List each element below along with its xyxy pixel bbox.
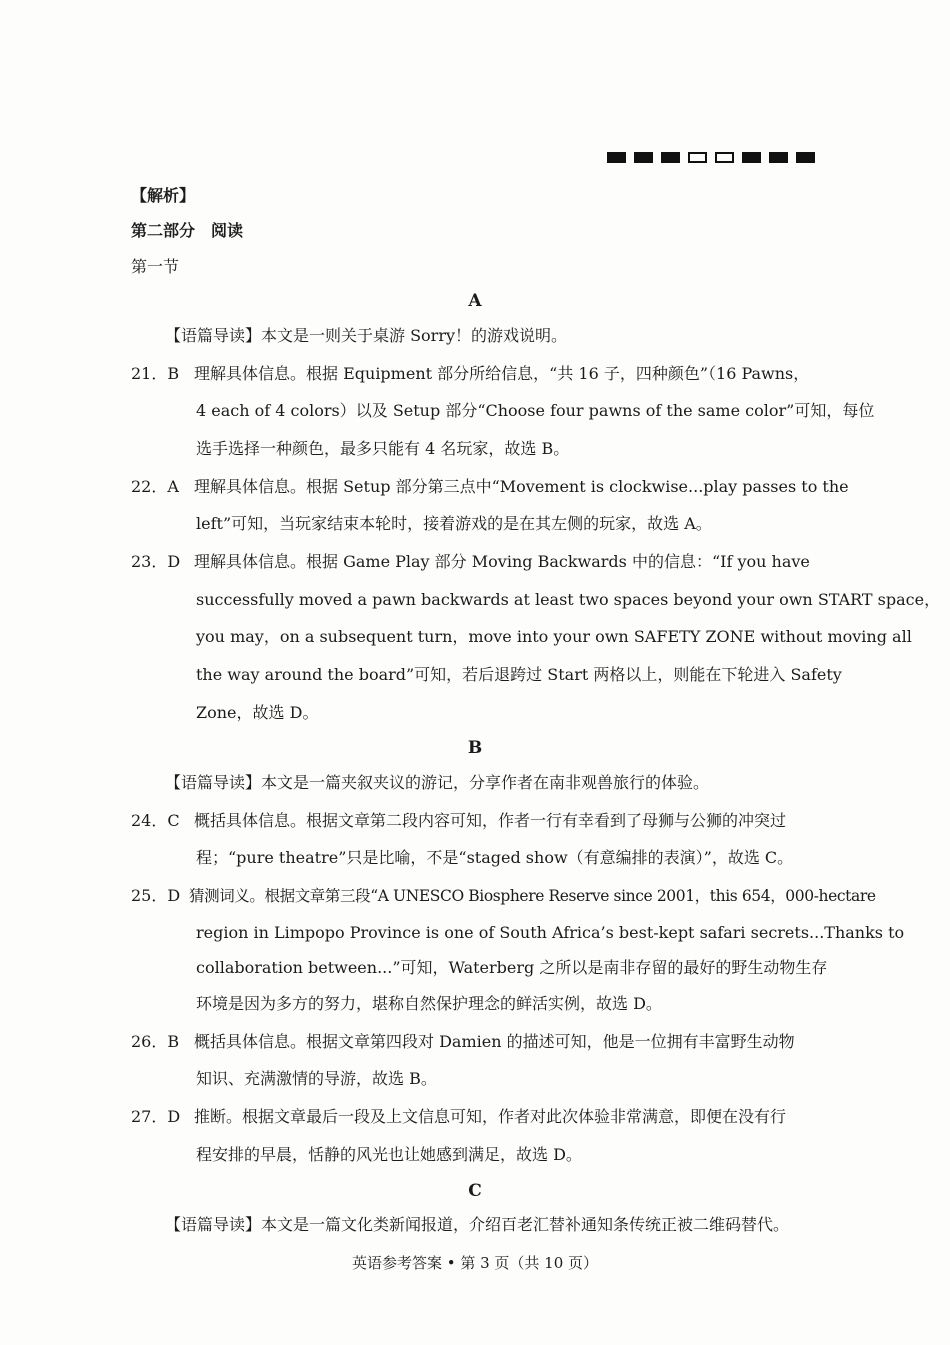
answer-text: 程；“pure theatre”只是比喻，不是“staged show（有意编排的表演）”，故选 C。 xyxy=(196,848,794,867)
section-title: 第一节 xyxy=(131,257,180,276)
answer-number: 21．B xyxy=(131,364,180,383)
answer-text: 理解具体信息。根据 Equipment 部分所给信息，“共 16 子，四种颜色”（16 Pawns， xyxy=(194,364,810,383)
answer-text: left”可知，当玩家结束本轮时，接着游戏的是在其左侧的玩家，故选 A。 xyxy=(196,514,712,533)
analysis-label: 【解析】 xyxy=(131,186,196,205)
answer-text: 推断。根据文章最后一段及上文信息可知，作者对此次体验非常满意，即便在没有行 xyxy=(194,1107,787,1126)
answer-number: 24．C xyxy=(131,811,180,830)
corner-markers xyxy=(607,152,815,163)
marker-square xyxy=(715,152,734,163)
marker-square xyxy=(742,152,761,163)
passage-intro-a: 【语篇导读】本文是一则关于桌游 Sorry！的游戏说明。 xyxy=(165,326,568,345)
answer-text: 概括具体信息。根据文章第二段内容可知，作者一行有幸看到了母狮与公狮的冲突过 xyxy=(194,811,787,830)
answer-text: region in Limpopo Province is one of South Africa’s best-kept safari secrets...Thanks to xyxy=(196,923,905,942)
answer-text: 知识、充满激情的导游，故选 B。 xyxy=(196,1069,437,1088)
passage-heading-b: B xyxy=(467,738,483,758)
answer-text: 理解具体信息。根据 Setup 部分第三点中“Movement is clockwise...play passes to the xyxy=(194,477,849,496)
answer-number: 27．D xyxy=(131,1107,181,1126)
passage-intro-c: 【语篇导读】本文是一篇文化类新闻报道，介绍百老汇替补通知条传统正被二维码替代。 xyxy=(165,1215,790,1234)
answer-number: 22．A xyxy=(131,477,179,496)
answer-text: 选手选择一种颜色，最多只能有 4 名玩家，故选 B。 xyxy=(196,439,570,458)
answer-text: 概括具体信息。根据文章第四段对 Damien 的描述可知，他是一位拥有丰富野生动物 xyxy=(194,1032,795,1051)
marker-square xyxy=(688,152,707,163)
passage-heading-c: C xyxy=(468,1181,482,1201)
answer-text: Zone，故选 D。 xyxy=(196,703,319,722)
part-title: 第二部分 阅读 xyxy=(131,221,244,240)
passage-heading-a: A xyxy=(468,291,482,311)
answer-number: 26．B xyxy=(131,1032,180,1051)
marker-square xyxy=(634,152,653,163)
marker-square xyxy=(607,152,626,163)
answer-text: 环境是因为多方的努力，堪称自然保护理念的鲜活实例，故选 D。 xyxy=(196,994,662,1013)
answer-number: 25．D xyxy=(131,886,181,905)
passage-intro-b: 【语篇导读】本文是一篇夹叙夹议的游记，分享作者在南非观兽旅行的体验。 xyxy=(165,773,710,792)
answer-text: 4 each of 4 colors）以及 Setup 部分“Choose four pawns of the same color”可知，每位 xyxy=(196,401,875,420)
answer-text: you may，on a subsequent turn，move into your own SAFETY ZONE without moving all xyxy=(196,627,912,646)
answer-number: 23．D xyxy=(131,552,181,571)
marker-square xyxy=(796,152,815,163)
answer-text: collaboration between...”可知，Waterberg 之所以是南非存留的最好的野生动物生存 xyxy=(196,958,828,977)
answer-text: 理解具体信息。根据 Game Play 部分 Moving Backwards 中的信息：“If you have xyxy=(194,552,810,571)
marker-square xyxy=(661,152,680,163)
answer-text: successfully moved a pawn backwards at least two spaces beyond your own START space， xyxy=(196,590,941,609)
marker-square xyxy=(769,152,788,163)
answer-text: the way around the board”可知，若后退跨过 Start 两格以上，则能在下轮进入 Safety xyxy=(196,665,842,684)
page-footer: 英语参考答案 • 第 3 页（共 10 页） xyxy=(351,1254,599,1272)
answer-text: 猜测词义。根据文章第三段“A UNESCO Biosphere Reserve since 2001，this 654，000-hectare xyxy=(189,887,876,905)
answer-text: 程安排的早晨，恬静的风光也让她感到满足，故选 D。 xyxy=(196,1145,582,1164)
